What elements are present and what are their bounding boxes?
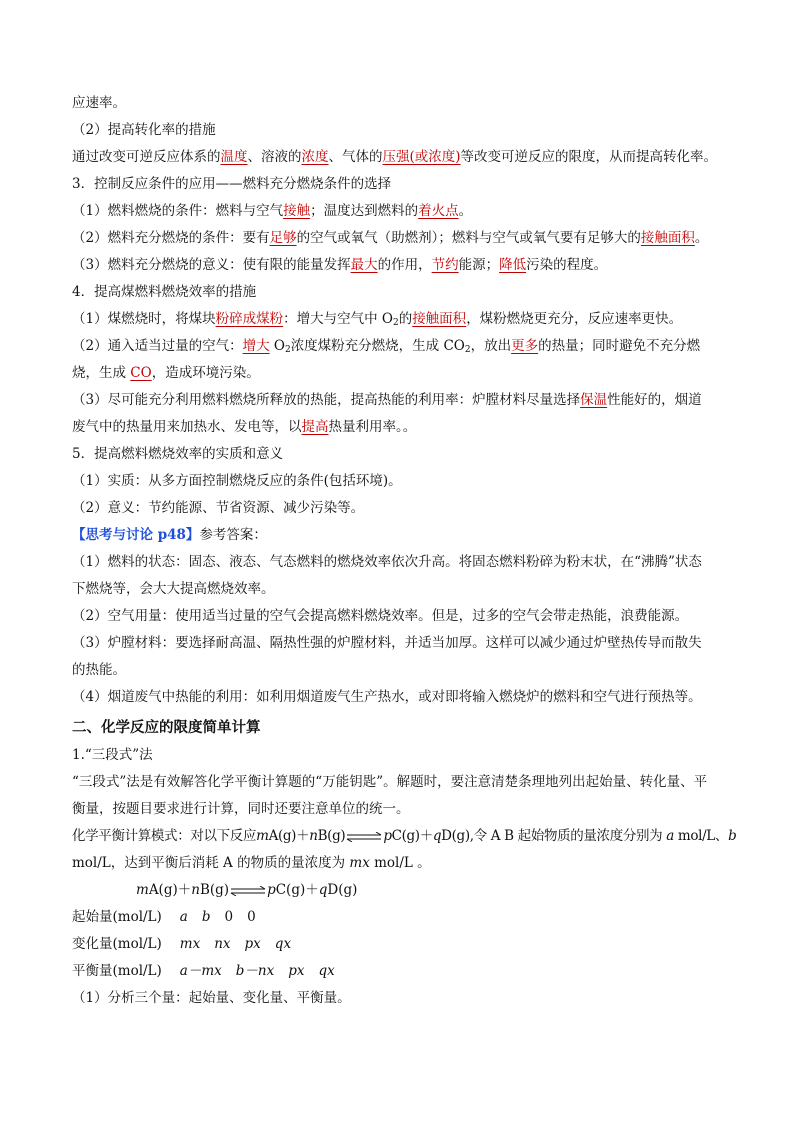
variable: a: [666, 828, 674, 844]
paragraph-line: （2）提高转化率的措施: [72, 122, 216, 138]
text-run: ：增大与空气中 O: [283, 311, 393, 327]
paragraph-line: [72, 823, 737, 850]
text-run: 热量利用率。。: [328, 419, 417, 435]
paragraph-line: [72, 306, 724, 333]
row-value: nx: [214, 936, 231, 952]
calc-row-equilibrium: [72, 958, 724, 985]
equilibrium-arrow-icon: [346, 832, 382, 842]
text-run: A(g)＋: [268, 828, 310, 844]
paragraph-line: （2）空气用量：使用适当过量的空气会提高燃料燃烧效率。但是，过多的空气会带走热能，浪费能源。: [72, 608, 689, 624]
subscript: 2: [392, 318, 399, 328]
keyword-underlined: 粉碎成煤粉: [215, 311, 284, 327]
paragraph-line: 下燃烧等，会大大提高燃烧效率。: [72, 581, 275, 597]
discussion-tag: 【思考与讨论 p48】: [72, 527, 200, 543]
keyword-underlined: 最大: [350, 257, 378, 273]
chapter-heading: 二、化学反应的限度简单计算: [72, 720, 261, 736]
keyword-underlined: 保温: [580, 392, 608, 408]
section-heading: 5．提高燃料燃烧效率的实质和意义: [72, 446, 284, 462]
text-run: 、溶液的: [247, 149, 302, 165]
paragraph-line: 应速率。: [72, 95, 126, 111]
text-run: A(g)＋: [148, 882, 192, 898]
keyword-underlined: 足够: [269, 230, 297, 246]
keyword-underlined: 压强(或浓度): [382, 149, 461, 165]
paragraph-line: （4）烟道废气中热能的利用：如利用烟道废气生产热水，或对即将输入燃烧炉的燃料和空气进行预热等。: [72, 689, 702, 705]
row-value: a: [179, 909, 188, 925]
variable: n: [309, 828, 318, 844]
paragraph-line: [72, 225, 724, 252]
paragraph-line: [72, 387, 724, 414]
text-run: （3）燃料充分燃烧的意义：使有限的能量发挥: [72, 257, 351, 273]
row-value: b: [201, 909, 211, 925]
row-value: mx: [179, 936, 201, 952]
row-value: px: [288, 963, 305, 979]
paragraph-line: 的热能。: [72, 662, 126, 678]
row-label: 起始量(mol/L): [72, 909, 162, 925]
text-run: 能源；: [458, 257, 500, 273]
subscript: 2: [464, 345, 471, 355]
text-run: D(g),令 A B 起始物质的量浓度分别为: [441, 828, 667, 844]
row-label: 平衡量(mol/L): [72, 963, 162, 979]
text-run: B(g): [199, 882, 230, 898]
text-run: ，放出: [470, 338, 512, 354]
variable: m: [256, 828, 269, 844]
text-run: 通过改变可逆反应体系的: [72, 149, 221, 165]
keyword-underlined: 降低: [499, 257, 527, 273]
keyword-underlined: 接触面积: [412, 311, 467, 327]
paragraph-line: 衡量，按题目要求进行计算，同时还要注意单位的统一。: [72, 801, 410, 817]
row-value: px: [244, 936, 261, 952]
text-run: 性能好的，烟道: [607, 392, 702, 408]
keyword-underlined: CO: [130, 365, 152, 381]
text-run: 参考答案：: [199, 527, 267, 543]
row-value: 0: [224, 909, 234, 925]
paragraph-line: [72, 198, 724, 225]
text-run: 浓度煤粉充分燃烧，生成 CO: [290, 338, 465, 354]
text-run: mol/L、: [673, 828, 729, 844]
paragraph-line: [72, 414, 724, 441]
text-run: B(g): [317, 828, 346, 844]
text-run: 的作用，: [377, 257, 432, 273]
keyword-underlined: 接触面积: [640, 230, 695, 246]
paragraph-line: （1）实质：从多方面控制燃烧反应的条件(包括环境)。: [72, 473, 402, 489]
text-run: （1）煤燃烧时，将煤块: [72, 311, 216, 327]
row-value: qx: [274, 936, 292, 952]
keyword-underlined: 着火点: [418, 203, 459, 219]
keyword-underlined: 增大: [242, 338, 270, 354]
text-run: 等改变可逆反应的限度，从而提高转化率。: [460, 149, 718, 165]
text-run: （2）燃料充分燃烧的条件：要有: [72, 230, 270, 246]
paragraph-line: [72, 850, 724, 877]
section-heading: 4．提高煤燃料燃烧效率的措施: [72, 284, 257, 300]
calc-row-initial: [72, 904, 724, 931]
text-run: mol/L 。: [369, 855, 431, 871]
variable: m: [136, 882, 149, 898]
paragraph-line: 1.“三段式”法: [72, 747, 153, 763]
variable: n: [191, 882, 200, 898]
paragraph-line: （2）意义：节约能源、节省资源、减少污染等。: [72, 500, 365, 516]
text-run: 废气中的热量用来加热水、发电等，以: [72, 419, 302, 435]
document-page: [72, 90, 737, 1012]
keyword-underlined: 浓度: [301, 149, 329, 165]
keyword-underlined: 节约: [431, 257, 459, 273]
text-run: C(g)＋: [275, 882, 319, 898]
section-heading: 3．控制反应条件的应用——燃料充分燃烧条件的选择: [72, 176, 392, 192]
row-value: qx: [318, 963, 335, 979]
paragraph-line: （1）分析三个量：起始量、变化量、平衡量。: [72, 990, 351, 1006]
text-run: D(g): [327, 882, 358, 898]
paragraph-line: [72, 144, 724, 171]
text-run: 的热量；同时避免不充分燃: [538, 338, 701, 354]
calc-row-change: [72, 931, 724, 958]
keyword-underlined: 提高: [301, 419, 329, 435]
variable: p: [383, 828, 392, 844]
paragraph-line: （1）燃料的状态：固态、液态、气态燃料的燃烧效率依次升高。将固态燃料粉碎为粉末状，在“沸腾”状态: [72, 554, 702, 570]
text-run: 污染的程度。: [526, 257, 608, 273]
text-run: O: [269, 338, 285, 354]
keyword-underlined: 接触: [283, 203, 311, 219]
variable: q: [318, 882, 328, 898]
keyword-underlined: 温度: [220, 149, 248, 165]
row-value: b－nx: [235, 963, 275, 979]
reaction-formula: [72, 877, 724, 904]
text-run: （3）尽可能充分利用燃料燃烧所释放的热能，提高热能的利用率：炉膛材料尽量选择: [72, 392, 581, 408]
row-value: 0: [247, 909, 256, 925]
paragraph-line: [72, 252, 724, 279]
text-run: ；温度达到燃料的: [310, 203, 419, 219]
text-run: C(g)＋: [391, 828, 433, 844]
text-run: 、气体的: [328, 149, 383, 165]
variable: p: [267, 882, 276, 898]
paragraph-line: “三段式”法是有效解答化学平衡计算题的“万能钥匙”。解题时，要注意清楚条理地列出起始量、转化量、平: [72, 774, 708, 790]
paragraph-line: [72, 522, 724, 549]
text-run: 的空气或氧气（助燃剂）；燃料与空气或氧气要有足够大的: [296, 230, 641, 246]
keyword-underlined: 更多: [511, 338, 539, 354]
paragraph-line: （3）炉膛材料：要选择耐高温、隔热性强的炉膛材料，并适当加厚。这样可以减少通过炉壁热传导而散失: [72, 635, 702, 651]
text-run: 的: [398, 311, 413, 327]
equilibrium-arrow-icon: [230, 886, 266, 896]
variable: mx: [349, 855, 370, 871]
paragraph-line: [72, 360, 724, 387]
text-run: ，造成环境污染。: [151, 365, 260, 381]
row-value: a－mx: [179, 963, 222, 979]
text-run: 。: [458, 203, 473, 219]
text-run: （2）通入适当过量的空气：: [72, 338, 243, 354]
text-run: 烧，生成: [72, 365, 131, 381]
subscript: 2: [284, 345, 291, 355]
text-run: ，煤粉燃烧更充分，反应速率更快。: [466, 311, 683, 327]
variable: q: [432, 828, 442, 844]
text-run: （1）燃料燃烧的条件：燃料与空气: [72, 203, 284, 219]
text-run: 化学平衡计算模式：对以下反应: [72, 828, 257, 844]
variable: b: [728, 828, 737, 844]
row-label: 变化量(mol/L): [72, 936, 162, 952]
text-run: 。: [694, 230, 709, 246]
text-run: mol/L，达到平衡后消耗 A 的物质的量浓度为: [72, 855, 350, 871]
paragraph-line: [72, 333, 724, 360]
